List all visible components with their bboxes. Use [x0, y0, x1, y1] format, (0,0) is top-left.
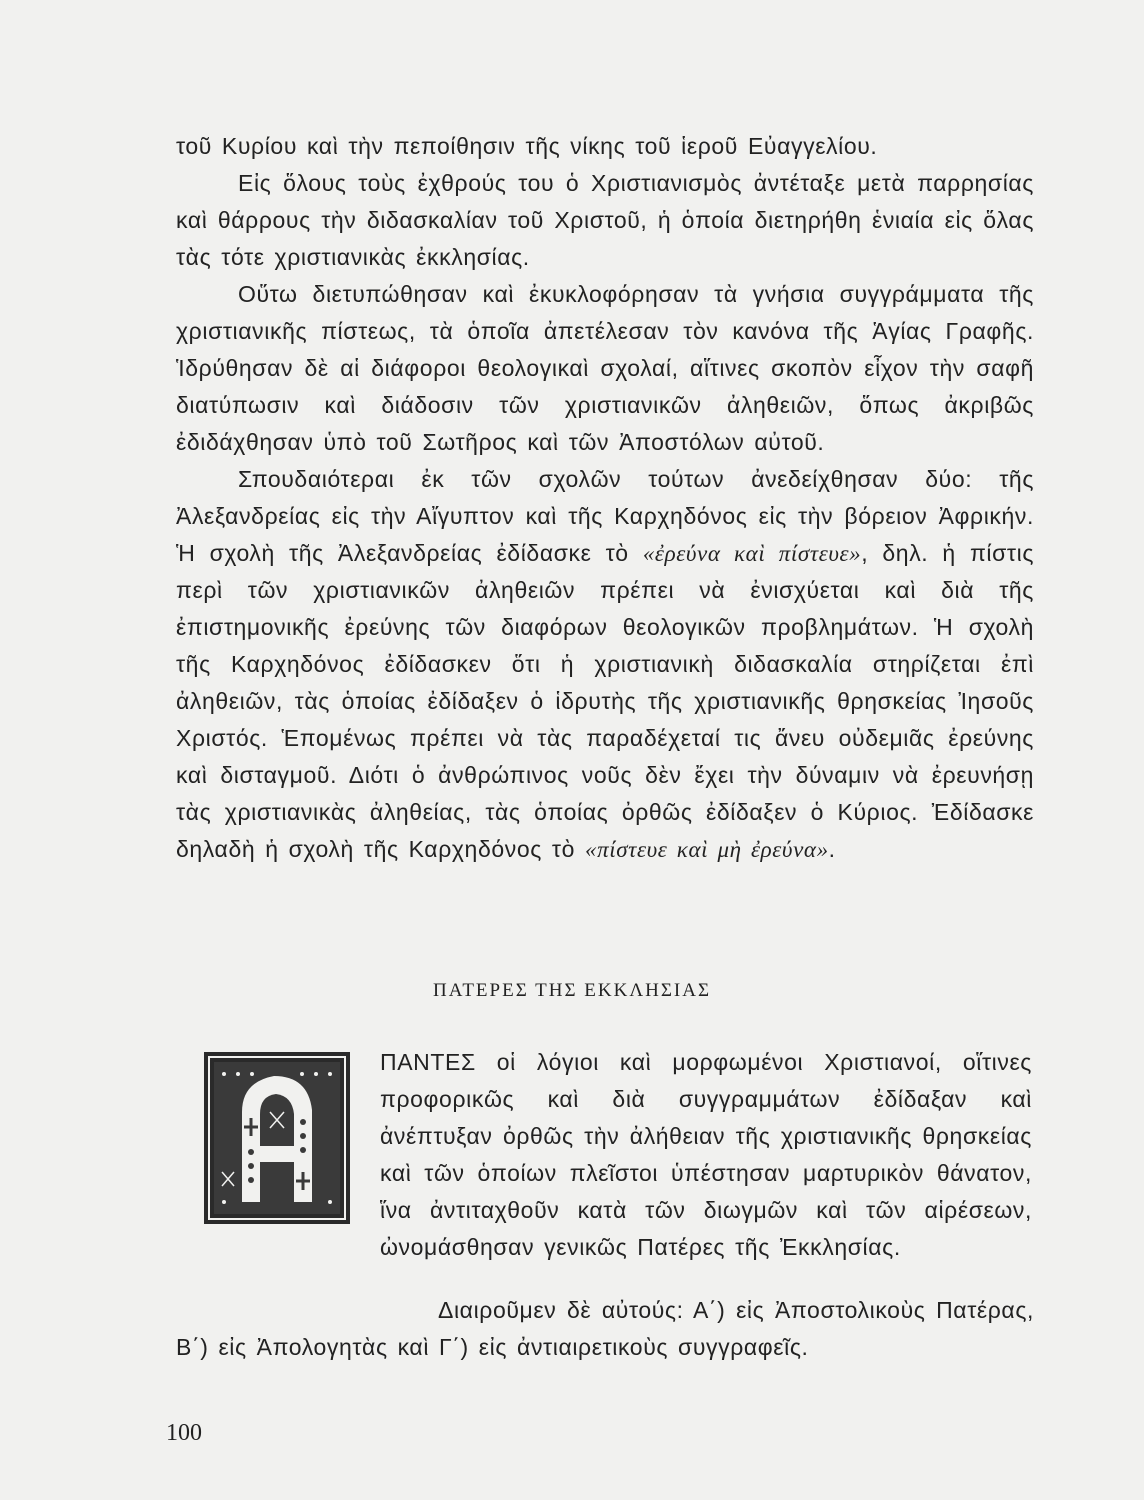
section-heading: ΠΑΤΕΡΕΣ ΤΗΣ ΕΚΚΛΗΣΙΑΣ: [432, 980, 712, 1001]
final-paragraph: [176, 1292, 1034, 1366]
quote-search-and-believe: «ἐρεύνα καὶ πίστευε»: [642, 541, 862, 566]
main-text-block: [176, 128, 1034, 868]
drop-cap-paragraph: ΠΑΝΤΕΣ οἱ λόγιοι καὶ μορφωμένοι Χριστιανοί, οἵτινες προφορικῶς καὶ διὰ συγγραμμάτων ἐδίδαξαν καὶ ἀνέπτυξαν ὀρθῶς τὴν ἀλήθειαν τῆς χριστιανικῆς θρησκείας καὶ τῶν ὁποίων πλεῖστοι ὑπέστησαν μαρτυρικὸν θάνατον, ἵνα ἀντιταχθοῦν κατὰ τῶν διωγμῶν καὶ τῶν αἱρέσεων, ὠνομάσθησαν γενικῶς Πατέρες τῆς Ἐκκλησίας.: [380, 1049, 1032, 1260]
paragraph-continuation: τοῦ Κυρίου καὶ τὴν πεποίθησιν τῆς νίκης τοῦ ἱεροῦ Εὐαγγελίου.: [176, 133, 878, 159]
paragraph-alexandria-carthage: [176, 461, 1034, 868]
paragraph-part: .: [828, 836, 836, 862]
page-number: 100: [166, 1420, 202, 1446]
paragraph-christianity: Εἰς ὅλους τοὺς ἐχθρούς του ὁ Χριστιανισμὸς ἀντέταξε μετὰ παρρησίας καὶ θάρρους τὴν διδασκαλίαν τοῦ Χριστοῦ, ἡ ὁποία διετηρήθη ἑνιαία εἰς ὅλας τὰς τότε χριστιανικὰς ἐκκλησίας.: [176, 170, 1034, 270]
paragraph-schools: Οὕτω διετυπώθησαν καὶ ἐκυκλοφόρησαν τὰ γνήσια συγγράμματα τῆς χριστιανικῆς πίστεως, τὰ ὁποῖα ἀπετέλεσαν τὸν κανόνα τῆς Ἁγίας Γραφῆς. Ἱδρύθησαν δὲ αἱ διάφοροι θεολογικαὶ σχολαί, αἵτινες σκοπὸν εἶχον τὴν σαφῆ διατύπωσιν καὶ διάδοσιν τῶν χριστιανικῶν ἀληθειῶν, ὅπως ἀκριβῶς ἐδιδάχθησαν ὑπὸ τοῦ Σωτῆρος καὶ τῶν Ἀποστόλων αὐτοῦ.: [176, 281, 1034, 455]
paragraph-part: Σπουδαιότεραι ἐκ τῶν σχολῶν τούτων ἀνεδείχθησαν δύο: τῆς Ἀλεξανδρείας εἰς τὴν Αἴγυπτον καὶ τῆς Καρχηδόνος εἰς τὴν βόρειον Ἀφρικήν. Ἡ σχολὴ τῆς Ἀλεξανδρείας ἐδίδασκε τὸ: [176, 466, 1034, 566]
final-paragraph-text: Διαιροῦμεν δὲ αὐτούς: Α΄) εἰς Ἀποστολικοὺς Πατέρας, Β΄) εἰς Ἀπολογητὰς καὶ Γ΄) εἰς ἀντιαιρετικοὺς συγγραφεῖς.: [176, 1297, 1034, 1360]
paragraph-part: , δηλ. ἡ πίστις περὶ τῶν χριστιανικῶν ἀληθειῶν πρέπει νὰ ἐνισχύεται καὶ διὰ τῆς ἐπιστημονικῆς ἐρεύνης τῶν διαφόρων θεολογικῶν προβλημάτων. Ἡ σχολὴ τῆς Καρχηδόνος ἐδίδασκεν ὅτι ἡ χριστιανικὴ διδασκαλία στηρίζεται ἐπὶ ἀληθειῶν, τὰς ὁποίας ἐδίδαξεν ὁ ἱδρυτὴς τῆς χριστιανικῆς θρησκείας Ἰησοῦς Χριστός. Ἑπομένως πρέπει νὰ τὰς παραδέχεταί τις ἄνευ οὐδεμιᾶς ἐρεύνης καὶ δισταγμοῦ. Διότι ὁ ἀνθρώπινος νοῦς δὲν ἔχει τὴν δύναμιν νὰ ἐρευνήσῃ τὰς χριστιανικὰς ἀληθείας, τὰς ὁποίας ὀρθῶς ἐδίδαξεν ὁ Κύριος. Ἐδίδασκε δηλαδὴ ἡ σχολὴ τῆς Καρχηδόνος τὸ: [176, 540, 1034, 862]
quote-believe-do-not-search: «πίστευε καὶ μὴ ἐρεύνα»: [584, 837, 829, 862]
drop-cap-letter-a-icon: [204, 1052, 350, 1224]
